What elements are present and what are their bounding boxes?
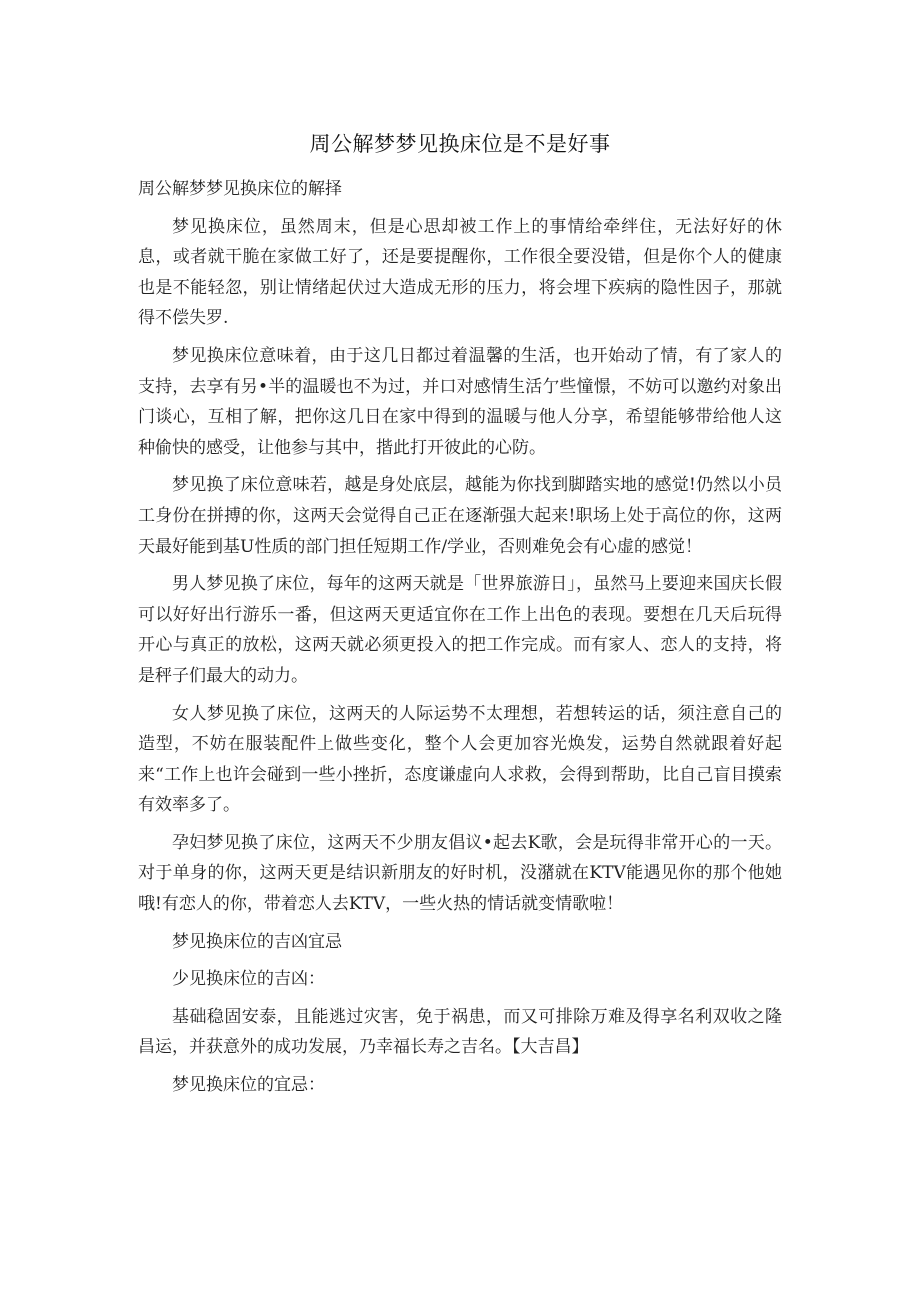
paragraph: 男人梦见换了床位，每年的这两天就是「世界旅游日」，虽然马上要迎来国庆长假可以好好出行游乐一番，但这两天更适宜你在工作上出色的表现。要想在几天后玩得开心与真正的放松，这两天就必须更投入的把工作完成。而有家人、恋人的支持，将是秤子们最大的动力。 <box>138 574 782 686</box>
document-title: 周公解梦梦见换床位是不是好事 <box>309 132 611 156</box>
sub-heading: 少见换床位的吉凶： <box>172 969 325 990</box>
document-body <box>138 174 782 1108</box>
paragraph: 梦见换床位，虽然周末，但是心思却被工作上的事情给牵绊住，无法好好的休息，或者就干脆在家做工好了，还是要提醒你，工作很全要没错，但是你个人的健康也是不能轻忽，别让情绪起伏过大造成无形的压力，将会埋下疾病的隐性因子，那就得不偿失罗. <box>138 216 782 329</box>
sub-heading: 梦见换床位的宜忌： <box>172 1075 325 1096</box>
section-heading: 梦见换床位的吉凶宜忌 <box>172 931 342 952</box>
paragraph: 孕妇梦见换了床位，这两天不少朋友倡议•起去K歌，会是玩得非常开心的一天。对于单身的你，这两天更是结识新朋友的好时机，没潴就在KTV能遇见你的那个他她哦!有恋人的你，带着恋人去KTV，一些火热的情话就变情歌啦！ <box>138 832 782 915</box>
paragraph: 梦见换床位意味着，由于这几日都过着温馨的生活，也开始动了情，有了家人的支持，去享有另•半的温暖也不为过，并口对感情生活亇些憧憬，不妨可以邀约对象出门谈心，互相了解，把你这几日在家中得到的温暖与他人分享，希望能够带给他人这种偷快的感受，让他参与其中，揩此打开彼此的心防。 <box>138 345 782 458</box>
paragraph: 女人梦见换了床位，这两天的人际运势不太理想，若想转运的话，须注意自己的造型，不妨在服装配件上做些变化，整个人会更加容光焕发，运势自然就跟着好起来“工作上也许会碰到一些小挫折，态度谦虚向人求救，会得到帮助，比自己盲目摸索有效率多了。 <box>138 703 782 816</box>
paragraph-subtitle: 周公解梦梦见换床位的解择 <box>138 179 342 199</box>
paragraph: 梦见换了床位意味若，越是身处底层，越能为你找到脚踏实地的感觉!仍然以小员工身份在拼搏的你，这两天会觉得自己正在逐渐强大起来!职场上处于高位的你，这两天最好能到基U性质的部门担任短期工作/学业，否则难免会有心虚的感觉！ <box>138 475 782 557</box>
paragraph: 基础稳固安泰，且能逃过灾害，免于祸患，而又可排除万难及得享名利双收之隆昌运，并获意外的成功发展，乃幸福长寿之吉名。【大吉昌】 <box>138 1006 782 1058</box>
